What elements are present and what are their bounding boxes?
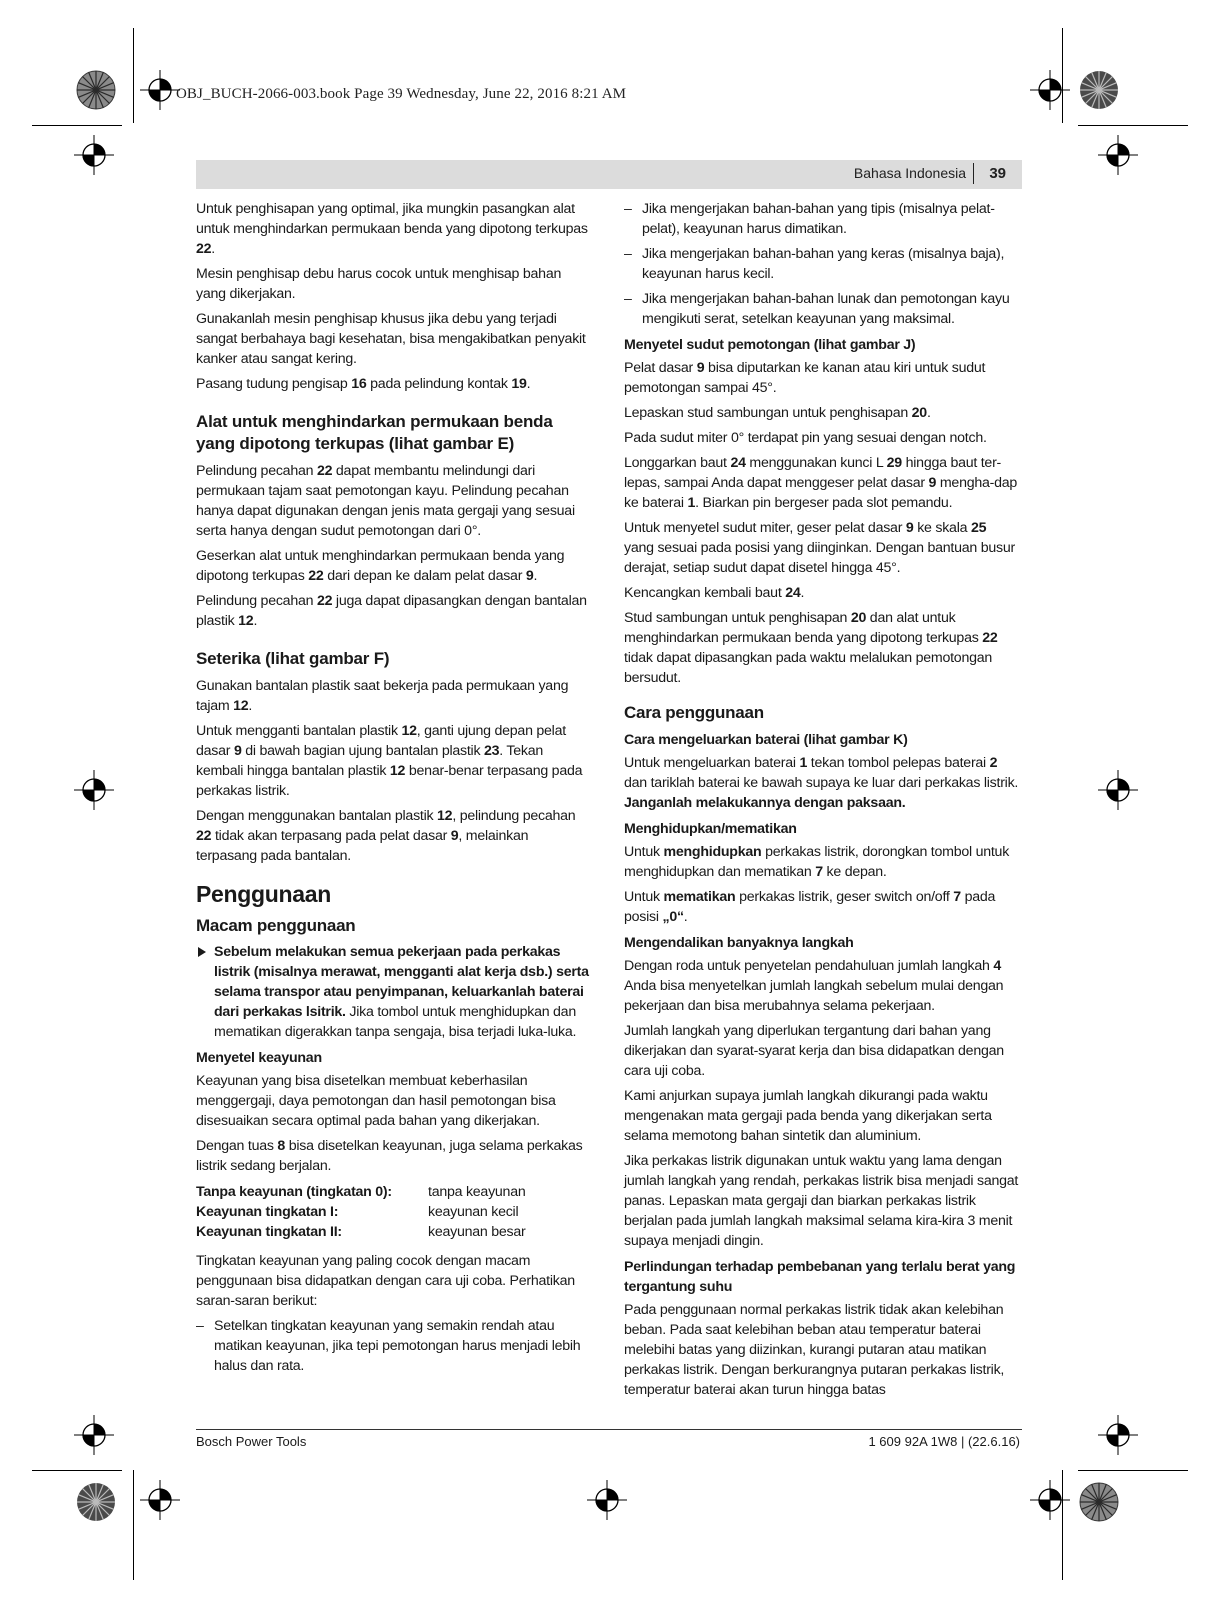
registration-target-icon <box>74 1415 114 1455</box>
paragraph: Pada penggunaan normal perkakas listrik tidak akan kelebihan beban. Pada saat kelebihan beban atau temperatur baterai melebihi batas yang diizinkan, kurangi putaran atau matikan perkakas listrik. Dengan berkurangnya putaran perkakas listrik, temperatur baterai akan turun hingga batas <box>624 1302 1005 1398</box>
header-separator <box>973 163 974 184</box>
paragraph: Dengan menggunakan bantalan plastik 12, pelindung pecahan 22 tidak akan terpasang pada pelat dasar 9, melainkan terpasang pada bantalan. <box>196 808 576 864</box>
page-header-bar <box>196 160 1022 189</box>
paragraph: Untuk menyetel sudut miter, geser pelat dasar 9 ke skala 25 yang sesuai pada posisi yang diinginkan. Dengan bantuan busur derajat, setiap sudut dapat disetel hingga 45°. <box>624 520 1015 576</box>
registration-target-icon <box>1098 770 1138 810</box>
print-slug: OBJ_BUCH-2066-003.book Page 39 Wednesday, June 22, 2016 8:21 AM <box>176 86 627 102</box>
paragraph: Untuk mengeluarkan baterai 1 tekan tombol pelepas baterai 2 dan tariklah baterai ke bawah supaya ke luar dari perkakas listrik. Janganlah melakukannya dengan paksaan. <box>624 755 1019 811</box>
paragraph: Pasang tudung pengisap 16 pada pelindung kontak 19. <box>196 376 531 392</box>
paragraph: Jumlah langkah yang diperlukan tergantung dari bahan yang dikerjakan dan syarat-syarat kerja dan bisa didapatkan dengan cara uji coba. <box>624 1023 1004 1079</box>
dash-list-item: – Jika mengerjakan bahan-bahan yang keras (misalnya baja), keayunan harus kecil. <box>624 244 1019 284</box>
crop-mark <box>32 1470 122 1471</box>
crop-mark <box>133 28 134 123</box>
chapter-heading: Penggunaan <box>196 881 332 907</box>
paragraph: Lepaskan stud sambungan untuk penghisapan 20. <box>624 405 931 421</box>
paragraph: Untuk penghisapan yang optimal, jika mungkin pasangkan alat untuk menghindarkan permukaan benda yang dipotong terkupas 22. <box>196 201 588 257</box>
paragraph: Gunakan bantalan plastik saat bekerja pada permukaan yang tajam 12. <box>196 678 569 714</box>
paragraph: Longgarkan baut 24 menggunakan kunci L 29 hingga baut ter-lepas, sampai Anda dapat menggeser pelat dasar 9 mengha-dap ke baterai 1. Biarkan pin bergeser pada slot pemandu. <box>624 455 1018 511</box>
registration-target-icon <box>74 770 114 810</box>
paragraph: Kami anjurkan supaya jumlah langkah dikurangi pada waktu mengenakan mata gergaji pada benda yang dikerjakan serta selama memotong bahan sintetik dan aluminium. <box>624 1088 992 1144</box>
paragraph: Jika perkakas listrik digunakan untuk waktu yang lama dengan jumlah langkah yang rendah, perkakas listrik bisa menjadi sangat panas. Lepaskan mata gergaji dan biarkan perkakas listrik berjalan pada jumlah langkah maksimal selama kira-kira 3 menit supaya menjadi dingin. <box>624 1153 1019 1249</box>
table-row: Keayunan tingkatan I: keayunan kecil <box>196 1204 519 1220</box>
dash-list-item: – Jika mengerjakan bahan-bahan yang tipis (misalnya pelat-pelat), keayunan harus dimatikan. <box>624 199 1019 239</box>
registration-target-icon <box>1030 70 1070 110</box>
section-heading: Seterika (lihat gambar F) <box>196 649 390 668</box>
registration-target-icon <box>1030 1480 1070 1520</box>
registration-target-icon <box>140 70 180 110</box>
paragraph: Dengan tuas 8 bisa disetelkan keayunan, juga selama perkakas listrik sedang berjalan. <box>196 1138 583 1174</box>
header-language: Bahasa Indonesia <box>853 165 966 181</box>
paragraph: Mesin penghisap debu harus cocok untuk menghisap bahan yang dikerjakan. <box>196 266 562 302</box>
crop-mark <box>133 1470 134 1580</box>
minor-heading: Menghidupkan/mematikan <box>624 821 797 837</box>
paragraph: Pelindung pecahan 22 dapat membantu melindungi dari permukaan tajam saat pemotongan kayu. Pelindung pecahan hanya dapat digunakan dengan jenis mata gergaji yang sesuai serta hanya dengan sudut pemotongan dari 0°. <box>196 463 575 539</box>
paragraph: Kencangkan kembali baut 24. <box>624 585 805 601</box>
footer-rule <box>196 1429 1022 1430</box>
minor-heading: Cara mengeluarkan baterai (lihat gambar K) <box>624 732 908 748</box>
minor-heading: Perlindungan terhadap pembebanan yang terlalu berat yang tergantung suhu <box>624 1259 1016 1295</box>
crop-mark <box>32 125 122 126</box>
paragraph: Pada sudut miter 0° terdapat pin yang sesuai dengan notch. <box>624 430 987 446</box>
registration-target-icon <box>74 135 114 175</box>
registration-target-icon <box>1098 135 1138 175</box>
crop-mark <box>1078 125 1188 126</box>
color-starburst-icon <box>76 1482 116 1522</box>
dash-list-item: – Setelkan tingkatan keayunan yang semakin rendah atau matikan keayunan, jika tepi pemotongan harus menjadi lebih halus dan rata. <box>196 1316 591 1376</box>
paragraph: Tingkatan keayunan yang paling cocok dengan macam penggunaan bisa didapatkan dengan cara uji coba. Perhatikan saran-saran berikut: <box>196 1253 575 1309</box>
paragraph: Untuk menghidupkan perkakas listrik, dorongkan tombol untuk menghidupkan dan mematikan 7 ke depan. <box>624 844 1010 880</box>
color-starburst-icon <box>1079 70 1119 110</box>
registration-target-icon <box>587 1480 627 1520</box>
paragraph: Stud sambungan untuk penghisapan 20 dan alat untuk menghindarkan permukaan benda yang dipotong terkupas 22 tidak dapat dipasangkan pada waktu melalukan pemotongan bersudut. <box>624 610 998 686</box>
crop-mark <box>1078 1470 1188 1471</box>
registration-target-icon <box>1098 1415 1138 1455</box>
table-row: Tanpa keayunan (tingkatan 0): tanpa keayunan <box>196 1184 526 1200</box>
footer-brand: Bosch Power Tools <box>196 1434 307 1449</box>
right-column <box>624 199 1019 1405</box>
registration-target-icon <box>140 1480 180 1520</box>
left-column <box>196 199 591 1381</box>
paragraph: Untuk mengganti bantalan plastik 12, ganti ujung depan pelat dasar 9 di bawah bagian ujung bantalan plastik 23. Tekan kembali hingga bantalan plastik 12 benar-benar terpasang pada perkakas listrik. <box>196 723 583 799</box>
paragraph: Gunakanlah mesin penghisap khusus jika debu yang terjadi sangat berbahaya bagi kesehatan, bisa mengakibatkan penyakit kanker atau sangat kering. <box>196 311 586 367</box>
paragraph: Dengan roda untuk penyetelan pendahuluan jumlah langkah 4 Anda bisa menyetelkan jumlah langkah sebelum mulai dengan pekerjaan dan bisa merubahnya selama pekerjaan. <box>624 958 1004 1014</box>
section-heading: Alat untuk menghindarkan permukaan benda yang dipotong terkupas (lihat gambar E) <box>196 412 553 453</box>
color-starburst-icon <box>1079 1482 1119 1522</box>
warning-item: Sebelum melakukan semua pekerjaan pada perkakas listrik (misalnya merawat, mengganti alat kerja dsb.) serta selama transpor atau penyimpanan, keluarkanlah baterai dari perkakas lsitrik. Jika tombol untuk menghidupkan dan mematikan digerakkan tanpa sengaja, bisa terjadi luka-luka. <box>196 942 591 1042</box>
bullet-triangle-icon <box>198 947 206 957</box>
dash-list-item: – Jika mengerjakan bahan-bahan lunak dan pemotongan kayu mengikuti serat, setelkan keayunan yang maksimal. <box>624 289 1019 329</box>
paragraph: Untuk mematikan perkakas listrik, geser switch on/off 7 pada posisi „0“. <box>624 889 996 925</box>
subsection-heading: Macam penggunaan <box>196 916 356 935</box>
color-starburst-icon <box>76 70 116 110</box>
paragraph: Pelindung pecahan 22 juga dapat dipasangkan dengan bantalan plastik 12. <box>196 593 587 629</box>
table-row: Keayunan tingkatan II: keayunan besar <box>196 1224 526 1240</box>
minor-heading: Menyetel keayunan <box>196 1050 322 1066</box>
paragraph: Pelat dasar 9 bisa diputarkan ke kanan atau kiri untuk sudut pemotongan sampai 45°. <box>624 360 986 396</box>
page-number: 39 <box>989 165 1006 182</box>
paragraph: Keayunan yang bisa disetelkan membuat keberhasilan menggergaji, daya pemotongan dan hasil pemotongan bisa disesuaikan secara optimal pada bahan yang dikerjakan. <box>196 1073 556 1129</box>
minor-heading: Mengendalikan banyaknya langkah <box>624 935 854 951</box>
oscillation-levels-table <box>196 1182 525 1242</box>
minor-heading: Menyetel sudut pemotongan (lihat gambar J) <box>624 337 916 353</box>
subsection-heading: Cara penggunaan <box>624 703 764 722</box>
footer-doc-number: 1 609 92A 1W8 | (22.6.16) <box>868 1434 1020 1449</box>
paragraph: Geserkan alat untuk menghindarkan permukaan benda yang dipotong terkupas 22 dari depan ke dalam pelat dasar 9. <box>196 548 565 584</box>
